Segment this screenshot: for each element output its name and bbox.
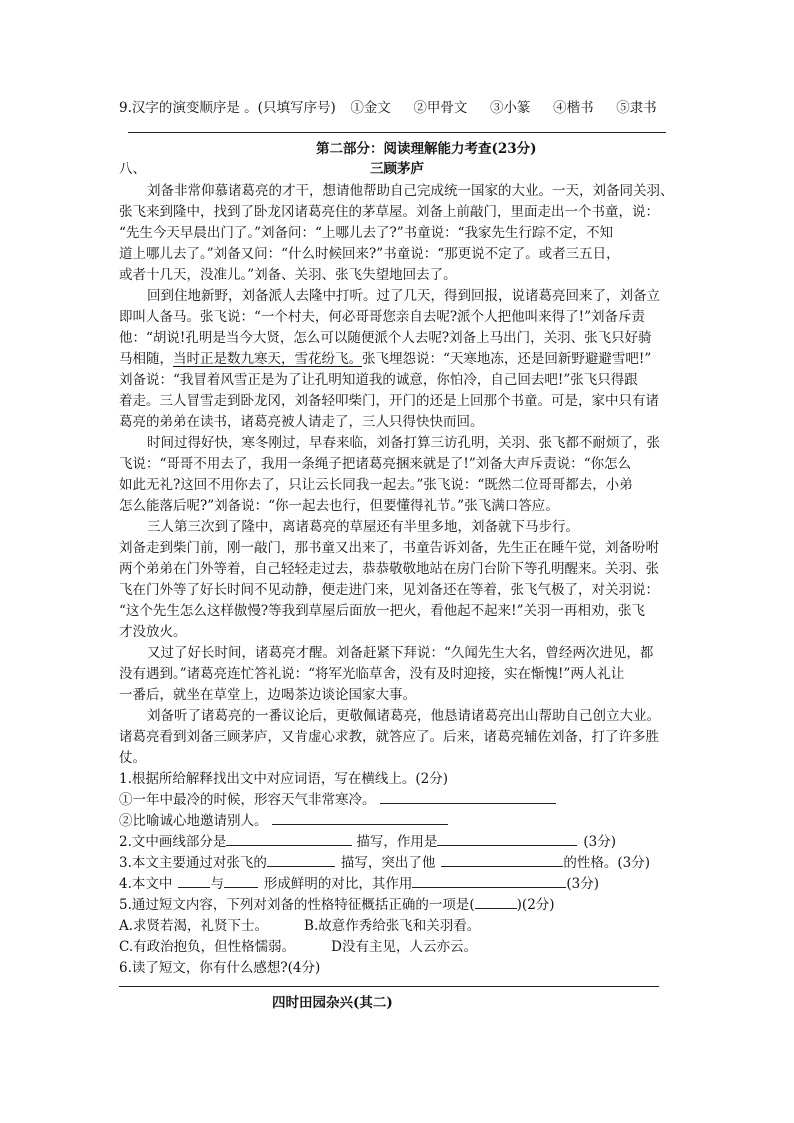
option-b[interactable]: B.故意作秀给张飞和关羽看。 (304, 918, 481, 934)
passage-line: 刘备说：“我冒着风雪正是为了让孔明知道我的诚意，你怕冷，自己回去吧!”张飞只得跟 (119, 372, 638, 388)
answer-blank[interactable] (412, 875, 566, 888)
answer-blank[interactable] (272, 812, 448, 825)
passage-line: 刘备走到柴门前，刚一敲门，那书童又出来了，书童告诉刘备，先生正在睡午觉，刘备吩咐 (119, 540, 659, 556)
passage-line: “这个先生怎么这样傲慢?等我到草屋后面放一把火，看他起不起来!”关羽一再相劝，张飞 (119, 603, 645, 619)
passage-line: 一番后，就坐在草堂上，边喝茶边谈论国家大事。 (119, 687, 416, 703)
q4-text: 与 (210, 876, 224, 892)
divider-top (128, 132, 666, 133)
question-1b (119, 812, 448, 830)
q4-points: (3分) (566, 876, 600, 892)
q4-text: 形成鲜明的对比，其作用 (263, 876, 413, 892)
passage-line: 道上哪儿去了。”刘备又问：“什么时候回来?”书童说：“那更说不定了。或者三五日， (119, 246, 620, 262)
answer-blank[interactable] (437, 833, 577, 846)
question-1: 1.根据所给解释找出文中对应词语，写在横线上。(2分) (119, 771, 449, 787)
passage-line: 两个弟弟在门外等着，自己轻轻走过去，恭恭敬敬地站在房门台阶下等孔明醒来。关羽、张 (119, 561, 659, 577)
answer-blank[interactable] (475, 896, 517, 909)
question-3 (119, 854, 650, 872)
q9-text: 9.汉字的演变顺序是 。(只填写序号) (119, 100, 336, 116)
passage-line (119, 350, 651, 368)
option-d[interactable]: D没有主见，人云亦云。 (331, 939, 477, 955)
passage-line: 仗。 (119, 750, 146, 766)
passage-line: 即叫人备马。张飞说：“一个村夫，何必哥哥您亲自去呢?派个人把他叫来得了!”刘备斥责 (119, 309, 645, 325)
passage-line: 怎么能落后呢?”刘备说：“你一起去也行，但要懂得礼节。”张飞满口答应。 (119, 498, 559, 514)
passage-line: 时间过得好快，寒冬刚过，早春来临，刘备打算三访孔明，关羽、张飞都不耐烦了，张 (147, 435, 660, 451)
answer-line[interactable] (119, 986, 659, 987)
passage-line: 他：“胡说!孔明是当今大贤，怎么可以随便派个人去呢?刘备上马出门，关羽、张飞只好骑 (119, 330, 652, 346)
answer-blank[interactable] (441, 854, 563, 867)
passage-line: 飞在门外等了好长时间不见动静，便走进门来，见刘备还在等着，张飞气极了，对关羽说： (119, 582, 659, 598)
answer-blank[interactable] (224, 875, 258, 888)
section-number: 八、 (119, 161, 146, 177)
q9-option-1: ①金文 (350, 100, 391, 116)
q2-text: 描写，作用是 (356, 834, 438, 850)
q9-option-4: ④楷书 (553, 100, 594, 116)
q9-option-5: ⑤隶书 (616, 100, 657, 116)
question-2 (119, 833, 616, 851)
option-a[interactable]: A.求贤若渴，礼贤下士。 (119, 918, 269, 934)
passage-line: “先生今天早晨出门了。”刘备问：“上哪儿去了?”书童说：“我家先生行踪不定，不知 (119, 225, 613, 241)
passage-line: 或者十几天，没准儿。”刘备、关羽、张飞失望地回去了。 (119, 267, 457, 283)
q9-option-3: ③小篆 (490, 100, 531, 116)
q2-text: 2.文中画线部分是 (119, 834, 227, 850)
passage-segment: 张飞埋怨说：“天寒地冻，还是回新野避避雪吧!” (362, 351, 652, 367)
answer-blank[interactable] (178, 875, 210, 888)
q3-text: 描写，突出了他 (340, 855, 436, 871)
q3-text: 3.本文主要通过对张飞的 (119, 855, 267, 871)
question-1a (119, 791, 556, 809)
passage-line: 诸葛亮看到刘备三顾茅庐，又肯虚心求教，就答应了。后来，诸葛亮辅佐刘备，打了许多胜 (119, 729, 659, 745)
passage-line: 张飞来到隆中，找到了卧龙冈诸葛亮住的茅草屋。刘备上前敲门，里面走出一个书童，说： (119, 204, 659, 220)
question-4 (119, 875, 599, 893)
passage-segment: 马相随， (119, 351, 173, 367)
q5-points: )(2分) (516, 897, 555, 913)
q2-points: (3分) (583, 834, 617, 850)
q9-option-2: ②甲骨文 (413, 100, 468, 116)
question-5 (119, 896, 555, 914)
q5-options-row2 (119, 938, 477, 956)
option-c[interactable]: C.有政治抱负，但性格懦弱。 (119, 939, 296, 955)
passage-line: 又过了好长时间，诸葛亮才醒。刘备赶紧下拜说：“久闻先生大名，曾经两次进见，都 (147, 645, 654, 661)
passage-line: 着走。三人冒雪走到卧龙冈，刘备轻叩柴门，开门的还是上回那个书童。可是，家中只有诸 (119, 393, 659, 409)
question-9 (119, 99, 657, 117)
passage-line: 飞说：“哥哥不用去了，我用一条绳子把诸葛亮捆来就是了!”刘备大声斥责说：“你怎么 (119, 456, 632, 472)
q3-text: 的性格。(3分) (563, 855, 651, 871)
answer-blank[interactable] (267, 854, 335, 867)
story-title: 三顾茅庐 (370, 161, 424, 177)
q5-options-row1 (119, 917, 480, 935)
q1a-text: ①一年中最冷的时候，形容天气非常寒冷。 (119, 792, 376, 808)
underlined-sentence: 当时正是数九寒天，雪花纷飞。 (173, 351, 362, 367)
passage-line: 刘备听了诸葛亮的一番议论后，更敬佩诸葛亮，他恳请诸葛亮出山帮助自己创立大业。 (147, 708, 660, 724)
passage-line: 如此无礼?这回不用你去了，只让云长同我一起去。”张飞说：“既然二位哥哥都去，小弟 (119, 477, 633, 493)
passage-line: 回到住地新野，刘备派人去隆中打听。过了几天，得到回报，说诸葛亮回来了，刘备立 (147, 288, 660, 304)
q4-text: 4.本文中 (119, 876, 173, 892)
passage-line: 才没放火。 (119, 624, 187, 640)
answer-blank[interactable] (226, 833, 352, 846)
passage-line: 刘备非常仰慕诸葛亮的才干，想请他帮助自己完成统一国家的大业。一天，刘备同关羽、 (147, 183, 674, 199)
passage-line: 三人第三次到了隆中，离诸葛亮的草屋还有半里多地，刘备就下马步行。 (147, 519, 579, 535)
q1b-text: ②比喻诚心地邀请别人。 (119, 813, 268, 829)
answer-blank[interactable] (380, 791, 556, 804)
q5-text: 5.通过短文内容，下列对刘备的性格特征概括正确的一项是( (119, 897, 475, 913)
part2-title: 第二部分：阅读理解能力考查(23分) (316, 141, 537, 157)
question-6: 6.读了短文，你有什么感想?(4分) (119, 960, 321, 976)
passage-line: 没有遇到。”诸葛亮连忙答礼说：“将军光临草舍，没有及时迎接，实在惭愧!”两人礼让 (119, 666, 625, 682)
passage-line: 葛亮的弟弟在读书，诸葛亮被人请走了，三人只得快快而回。 (119, 414, 484, 430)
poem-title: 四时田园杂兴(其二) (272, 995, 393, 1011)
